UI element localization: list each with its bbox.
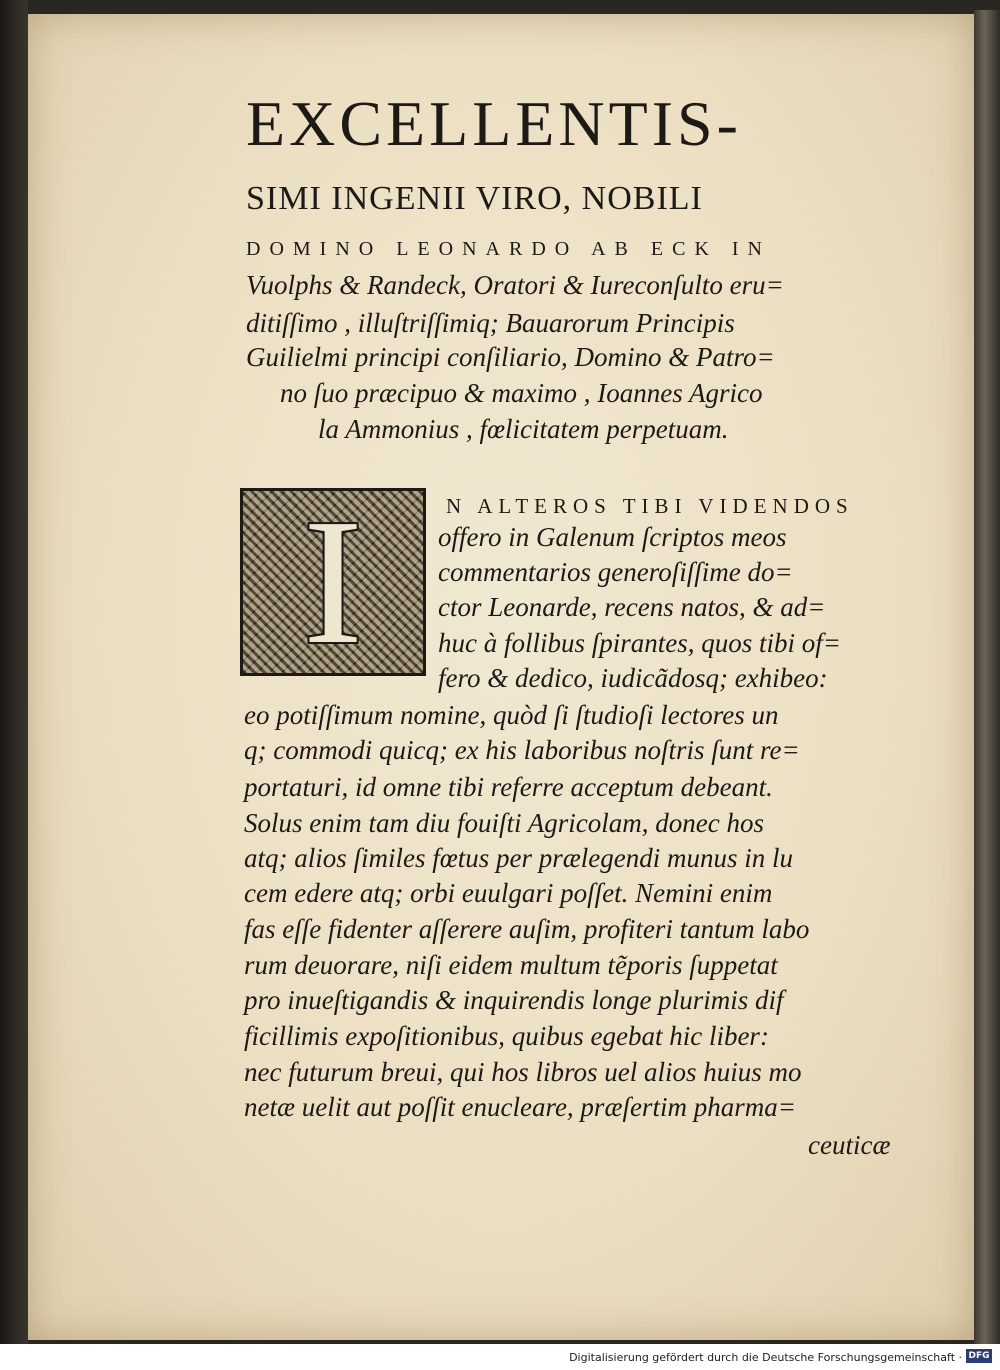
catchword: ceuticæ [808,1130,891,1160]
body-line-12: cem edere atq; orbi euulgari poſſet. Nemini enim [244,878,773,908]
initial-letter: I [303,488,363,676]
footer-bar [0,1344,1000,1370]
heading-line-2: SIMI INGENII VIRO, NOBILI [246,180,703,217]
body-line-6: fero & dedico, iudicãdosq; exhibeo: [438,663,828,693]
book-edge-left [0,0,28,1344]
body-line-8: q; commodi quicq; ex his laboribus noſtris ſunt re= [244,735,800,765]
heading-line-7: no ſuo præcipuo & maximo , Ioannes Agrico [280,378,763,408]
body-line-4: ctor Leonarde, recens natos, & ad= [438,592,826,622]
body-line-3: commentarios generoſiſſime do= [438,557,793,587]
body-line-9: portaturi, id omne tibi referre acceptum debeant. [244,772,773,802]
footer-credit: Digitalisierung gefördert durch die Deutsche Forschungsgemeinschaft · [569,1351,962,1364]
body-line-7: eo potiſſimum nomine, quòd ſi ſtudioſi lectores un [244,700,779,730]
heading-line-4: Vuolphs & Randeck, Oratori & Iureconſulto eru= [246,270,784,300]
body-line-17: nec futurum breui, qui hos libros uel alios huius mo [244,1057,802,1087]
body-line-13: fas eſſe fidenter aſſerere auſim, profiteri tantum labo [244,914,810,944]
body-line-10: Solus enim tam diu fouiſti Agricolam, donec hos [244,808,764,838]
body-line-14: rum deuorare, niſi eidem multum tẽporis ſuppetat [244,950,778,980]
body-line-2: offero in Galenum ſcriptos meos [438,522,787,552]
decorated-initial [240,488,426,676]
heading-line-1: EXCELLENTIS- [246,88,742,159]
dfg-logo-icon: DFG [966,1349,992,1363]
body-line-15: pro inueſtigandis & inquirendis longe plurimis dif [244,985,784,1015]
heading-line-8: la Ammonius , fœlicitatem perpetuam. [318,414,729,444]
body-line-1: N ALTEROS TIBI VIDENDOS [446,494,854,518]
body-line-11: atq; alios ſimiles fœtus per prælegendi munus in lu [244,843,794,873]
body-line-18: netæ uelit aut poſſit enucleare, præſertim pharma= [244,1092,796,1122]
heading-line-5: ditiſſimo , illuſtriſſimiq; Bauarorum Principis [246,308,735,338]
body-line-16: ficillimis expoſitionibus, quibus egebat hic liber: [244,1021,769,1051]
book-edge-right [974,10,1000,1344]
body-line-5: huc à follibus ſpirantes, quos tibi of= [438,628,841,658]
heading-line-6: Guilielmi principi conſiliario, Domino & Patro= [246,342,775,372]
heading-line-3: DOMINO LEONARDO AB ECK IN [246,238,771,260]
